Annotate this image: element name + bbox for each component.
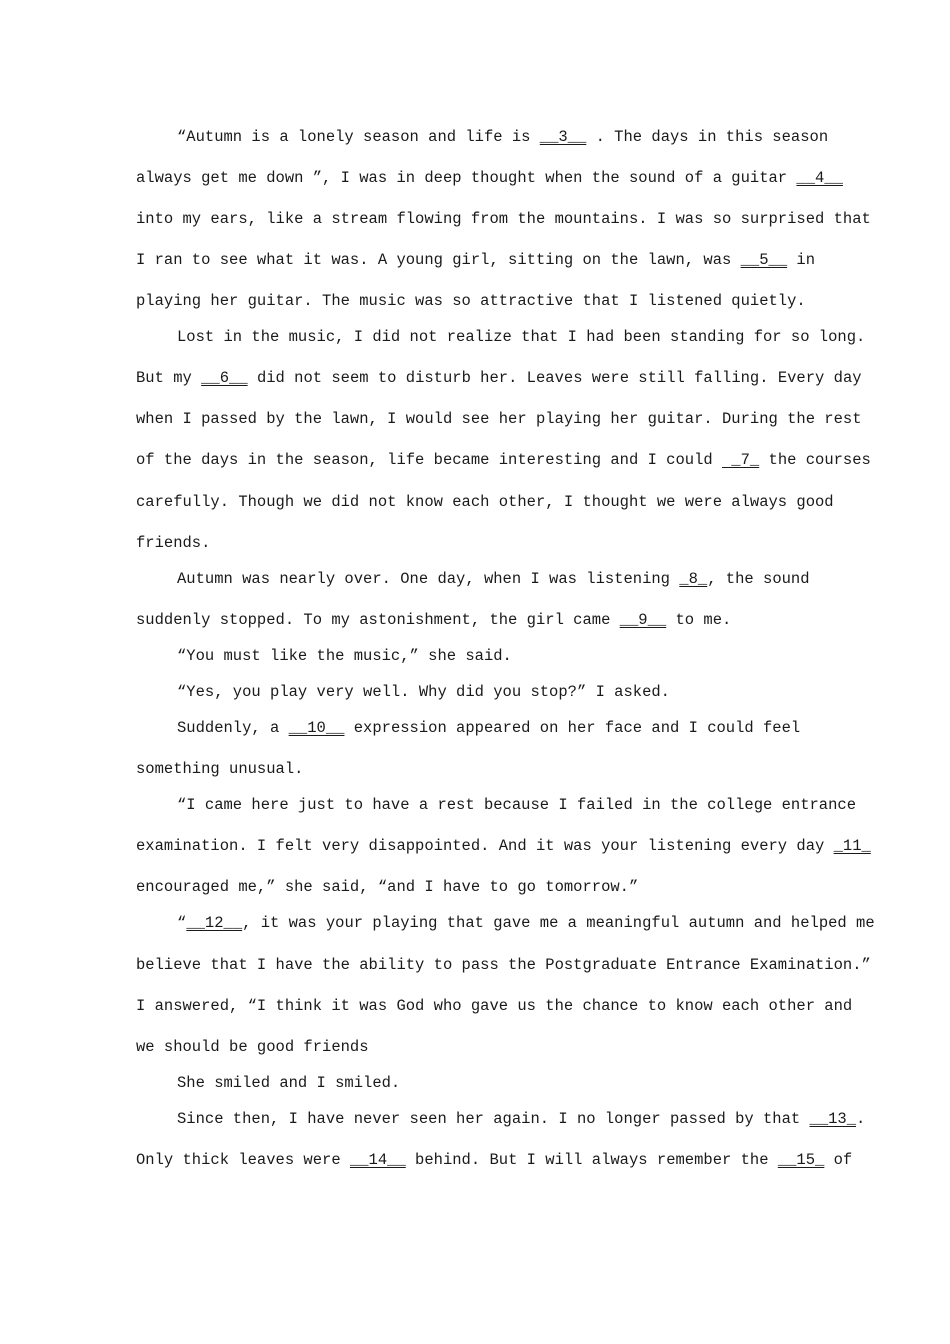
answer-blank: __3__ [539, 128, 587, 146]
text-segment: into my ears, like a stream flowing from the mountains. I was so surprised that [136, 210, 871, 228]
answer-blank: __12__ [186, 914, 243, 932]
answer-blank: _8_ [679, 570, 708, 588]
text-line [136, 209, 871, 229]
text-segment: “Autumn is a lonely season and life is [177, 128, 540, 146]
text-segment: friends. [136, 534, 211, 552]
text-segment: I answered, “I think it was God who gave us the chance to know each other and [136, 997, 853, 1015]
text-line [177, 327, 865, 347]
answer-blank: __4__ [796, 169, 843, 187]
text-line [136, 955, 871, 975]
text-segment: expression appeared on her face and I could feel [344, 719, 801, 737]
text-line [136, 877, 638, 897]
answer-blank: __13_ [809, 1110, 857, 1128]
text-line [136, 409, 862, 429]
text-segment: “You must like the music,” she said. [177, 647, 512, 665]
text-line [177, 913, 875, 933]
text-line [136, 492, 834, 512]
text-segment: when I passed by the lawn, I would see her playing her guitar. During the rest [136, 410, 862, 428]
text-segment: , the sound [707, 570, 810, 588]
text-segment: “Yes, you play very well. Why did you stop?” I asked. [177, 683, 670, 701]
text-line [136, 1150, 852, 1170]
text-segment: , it was your playing that gave me a meaningful autumn and helped me [242, 914, 875, 932]
text-segment: “ [177, 914, 187, 932]
text-segment: always get me down ”, I was in deep thought when the sound of a guitar [136, 169, 797, 187]
text-segment: Suddenly, a [177, 719, 289, 737]
answer-blank: __14__ [349, 1151, 406, 1169]
text-segment: behind. But I will always remember the [405, 1151, 778, 1169]
text-segment: in [787, 251, 816, 269]
text-line [177, 682, 670, 702]
text-segment: of the days in the season, life became interesting and I could [136, 451, 722, 469]
text-line [136, 759, 303, 779]
text-segment: She smiled and I smiled. [177, 1074, 401, 1092]
text-line [136, 250, 815, 270]
text-segment: something unusual. [136, 760, 304, 778]
text-line [136, 368, 862, 388]
text-line [136, 450, 871, 470]
text-line [136, 168, 843, 188]
text-segment: to me. [666, 611, 732, 629]
text-segment: “I came here just to have a rest because I failed in the college entrance [177, 796, 857, 814]
text-segment: the courses [759, 451, 871, 469]
text-segment: Lost in the music, I did not realize that I had been standing for so long. [177, 328, 866, 346]
text-segment: . The days in this season [586, 128, 829, 146]
text-line [177, 1109, 865, 1129]
text-segment: Since then, I have never seen her again. I no longer passed by that [177, 1110, 810, 1128]
text-segment: encouraged me,” she said, “and I have to go tomorrow.” [136, 878, 639, 896]
text-segment: suddenly stopped. To my astonishment, the girl came [136, 611, 620, 629]
answer-blank: _11_ [833, 837, 871, 855]
text-segment: . [856, 1110, 866, 1128]
answer-blank: __5__ [740, 251, 788, 269]
text-segment: carefully. Though we did not know each other, I thought we were always good [136, 493, 834, 511]
text-line [136, 836, 871, 856]
text-line [177, 646, 512, 666]
text-segment: But my [136, 369, 202, 387]
text-line [136, 610, 731, 630]
answer-blank: __6__ [201, 369, 248, 387]
text-segment: Only thick leaves were [136, 1151, 350, 1169]
text-segment: did not seem to disturb her. Leaves were still falling. Every day [247, 369, 862, 387]
text-line [177, 127, 828, 147]
text-line [177, 569, 810, 589]
text-segment: I ran to see what it was. A young girl, sitting on the lawn, was [136, 251, 741, 269]
answer-blank: __10__ [288, 719, 345, 737]
text-line [177, 718, 800, 738]
text-line [136, 291, 806, 311]
answer-blank: _7_ [722, 451, 760, 469]
text-segment: believe that I have the ability to pass the Postgraduate Entrance Examination.” [136, 956, 871, 974]
text-segment: of [824, 1151, 853, 1169]
text-line [136, 996, 852, 1016]
text-segment: Autumn was nearly over. One day, when I was listening [177, 570, 680, 588]
text-segment: we should be good friends [136, 1038, 369, 1056]
text-line [177, 1073, 400, 1093]
text-segment: examination. I felt very disappointed. And it was your listening every day [136, 837, 834, 855]
text-line [177, 795, 856, 815]
answer-blank: __9__ [619, 611, 667, 629]
text-line [136, 533, 210, 553]
answer-blank: __15_ [777, 1151, 825, 1169]
text-line [136, 1037, 369, 1057]
text-segment: playing her guitar. The music was so attractive that I listened quietly. [136, 292, 806, 310]
